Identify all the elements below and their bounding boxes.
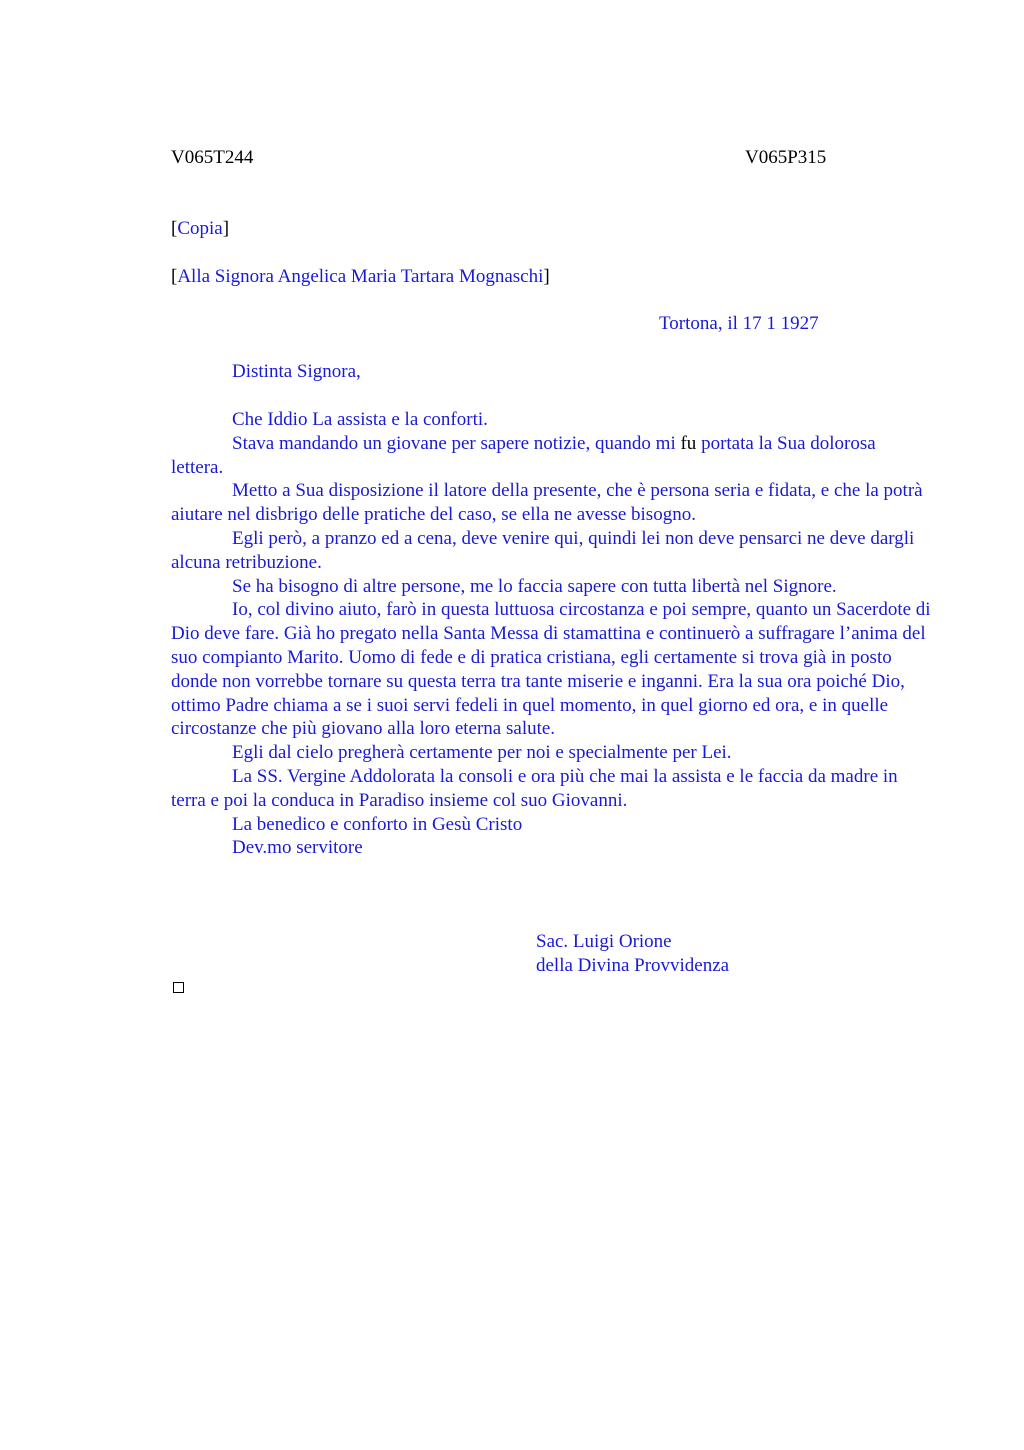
news-text-before: Stava mandando un giovane per sapere notizie, quando mi (232, 432, 681, 454)
addressee: [Alla Signora Angelica Maria Tartara Mognaschi] (171, 266, 550, 287)
paragraph: Egli dal cielo pregherà certamente per noi e specialmente per Lei. (232, 742, 732, 764)
header-left-code: V065T244 (171, 147, 254, 168)
letter-body (171, 408, 931, 860)
paragraph: La SS. Vergine Addolorata la consoli e ora più che mai la assista e le faccia da madre in terra e poi la conduca in Paradiso insieme col suo Giovanni. (171, 765, 898, 811)
paragraph: Io, col divino aiuto, farò in questa luttuosa circostanza e poi sempre, quanto un Sacerdote di Dio deve fare. Già ho pregato nella Santa Messa di stamattina e continuerò a suffragare l’anima del suo compianto Marito. Uomo di fede e di pratica cristiana, egli certamente si trova già in posto donde non vorrebbe tornare su questa terra tra tante miserie e inganni. Era la sua ora poiché Dio, ottimo Padre chiama a se i suoi servi fedeli in quel momento, in quel giorno ed ora, e in quelle circostanze che più giovano alla loro eterna salute. (171, 599, 931, 740)
paragraph: Egli però, a pranzo ed a cena, deve venire qui, quindi lei non deve pensarci ne deve dargli alcuna retribuzione. (171, 527, 915, 573)
place-date: Tortona, il 17 1 1927 (659, 313, 819, 334)
copy-label: [Copia] (171, 218, 230, 239)
paragraph: Metto a Sua disposizione il latore della presente, che è persona seria e fidata, e che la potrà aiutare nel disbrigo delle pratiche del caso, se ella ne avesse bisogno. (171, 480, 923, 526)
news-text-after: portata la Sua dolorosa lettera. (171, 432, 876, 478)
paragraph: Se ha bisogno di altre persone, me lo faccia sapere con tutta libertà nel Signore. (232, 575, 837, 597)
signature-congregation: della Divina Provvidenza (536, 955, 730, 976)
salutation: Distinta Signora, (232, 361, 361, 382)
signature-name: Sac. Luigi Orione (536, 931, 672, 952)
news-black-word: fu (680, 432, 697, 454)
closing-servant: Dev.mo servitore (232, 837, 363, 859)
closing-blessing: La benedico e conforto in Gesù Cristo (232, 813, 523, 835)
addressee-text: Alla Signora Angelica Maria Tartara Mognaschi (177, 266, 544, 287)
header-right-code: V065P315 (745, 147, 827, 168)
paragraph: Che Iddio La assista e la conforti. (232, 409, 488, 430)
paragraph-news (171, 432, 931, 480)
copy-label-text: Copia (177, 218, 223, 239)
checkbox-icon (173, 982, 184, 993)
